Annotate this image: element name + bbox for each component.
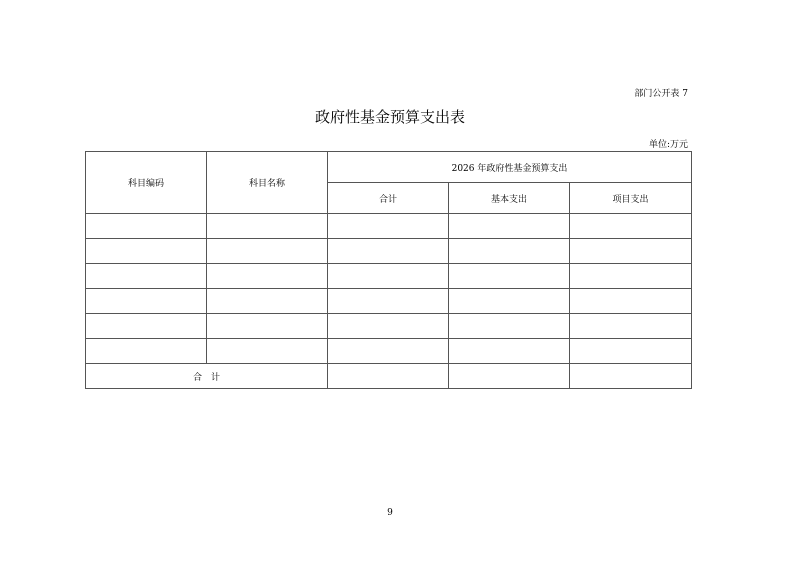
cell-subject-code bbox=[86, 214, 207, 239]
header-row bbox=[86, 152, 692, 183]
cell-project bbox=[570, 289, 692, 314]
budget-table bbox=[85, 151, 692, 389]
cell-basic bbox=[449, 264, 570, 289]
cell-basic bbox=[449, 339, 570, 364]
cell-subject-code bbox=[86, 314, 207, 339]
table-row bbox=[86, 289, 692, 314]
table-row bbox=[86, 314, 692, 339]
page-title: 政府性基金预算支出表 bbox=[314, 108, 465, 126]
total-cell-basic bbox=[449, 364, 570, 389]
cell-subject-code bbox=[86, 339, 207, 364]
cell-total bbox=[328, 214, 449, 239]
cell-basic bbox=[449, 314, 570, 339]
header-project: 项目支出 bbox=[570, 183, 692, 214]
cell-subject-name bbox=[207, 289, 328, 314]
cell-total bbox=[328, 339, 449, 364]
cell-basic bbox=[449, 289, 570, 314]
cell-project bbox=[570, 264, 692, 289]
cell-subject-name bbox=[207, 314, 328, 339]
cell-subject-code bbox=[86, 289, 207, 314]
table-row bbox=[86, 264, 692, 289]
cell-total bbox=[328, 264, 449, 289]
cell-project bbox=[570, 339, 692, 364]
table-row bbox=[86, 339, 692, 364]
header-group: 2026 年政府性基金预算支出 bbox=[328, 152, 692, 183]
cell-basic bbox=[449, 214, 570, 239]
cell-subject-name bbox=[207, 264, 328, 289]
header-total: 合计 bbox=[328, 183, 449, 214]
cell-project bbox=[570, 239, 692, 264]
table-row bbox=[86, 214, 692, 239]
cell-project bbox=[570, 314, 692, 339]
total-cell-project bbox=[570, 364, 692, 389]
total-label: 合 计 bbox=[86, 364, 328, 389]
cell-subject-name bbox=[207, 214, 328, 239]
cell-total bbox=[328, 289, 449, 314]
header-basic: 基本支出 bbox=[449, 183, 570, 214]
unit-label: 单位:万元 bbox=[648, 140, 688, 150]
cell-basic bbox=[449, 239, 570, 264]
cell-project bbox=[570, 214, 692, 239]
document-code: 部门公开表 7 bbox=[634, 89, 688, 99]
cell-subject-name bbox=[207, 239, 328, 264]
cell-subject-code bbox=[86, 239, 207, 264]
table-row bbox=[86, 239, 692, 264]
total-row bbox=[86, 364, 692, 389]
total-cell-total bbox=[328, 364, 449, 389]
cell-total bbox=[328, 314, 449, 339]
page-number: 9 bbox=[387, 508, 393, 518]
cell-total bbox=[328, 239, 449, 264]
cell-subject-code bbox=[86, 264, 207, 289]
cell-subject-name bbox=[207, 339, 328, 364]
header-subject-code: 科目编码 bbox=[86, 152, 207, 214]
header-subject-name: 科目名称 bbox=[207, 152, 328, 214]
